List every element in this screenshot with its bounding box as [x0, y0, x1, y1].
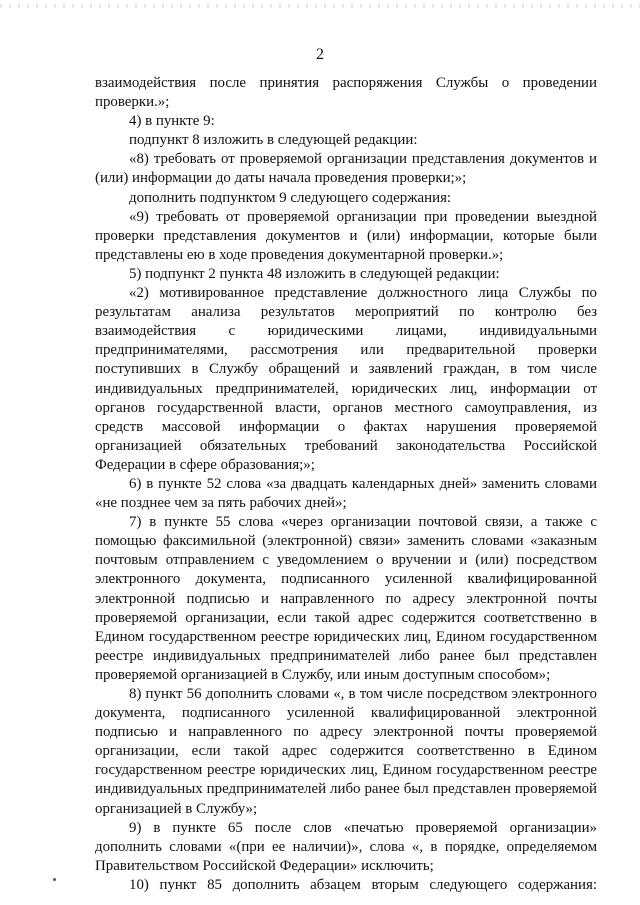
paragraph: подпункт 8 изложить в следующей редакции: — [129, 132, 418, 149]
paragraph: 7) в пункте 55 слова «через организации почтовой связи, а также с помощью факсимильной (электронной) связи» заменить словами «заказным почтовым отправлением с уведомлением о вручении и (или) посредством электронного документа, подписанного усиленной квалифицированной электронной подписью и направленного по адресу электронной почты проверяемой организации, если такой адрес содержится соответственно в Едином государственном реестре юридических лиц, Едином государственном реестре индивидуальных предпринимателей либо ранее был представлен проверяемой организацией в Службу, или иным доступным способом»; — [95, 514, 597, 683]
paragraph: «8) требовать от проверяемой организации представления документов и (или) информации до даты начала проведения проверки;»; — [95, 151, 597, 187]
paragraph: 9) в пункте 65 после слов «печатью проверяемой организации» дополнить словами «(при ее наличии)», слова «, в порядке, определяемом Правительством Российской Федерации» исключить; — [95, 819, 597, 874]
document-body — [95, 74, 597, 895]
paragraph: 4) в пункте 9: — [129, 113, 215, 130]
page-number: 2 — [316, 46, 324, 63]
paragraph: 10) пункт 85 дополнить абзацем вторым следующего содержания: — [129, 876, 597, 893]
paragraph: «9) требовать от проверяемой организации при проведении выездной проверки представления документов и (или) информации, которые были представлены ею в ходе проведения документарной проверки.»; — [95, 208, 597, 263]
paragraph: взаимодействия после принятия распоряжения Службы о проведении проверки.»; — [95, 75, 597, 111]
paragraph: дополнить подпунктом 9 следующего содержания: — [129, 189, 452, 206]
scan-artifact-line — [0, 4, 640, 8]
paragraph: «2) мотивированное представление должностного лица Службы по результатам анализа результатов мероприятий по контролю без взаимодействия с юридическими лицами, индивидуальными предпринимателями, рассмотрения или предварительной проверки поступивших в Службу обращений и заявлений граждан, в том числе индивидуальных предпринимателей, юридических лиц, информации от органов государственной власти, органов местного самоуправления, из средств массовой информации о фактах нарушения проверяемой организацией обязательных требований законодательства Российской Федерации в сфере образования;»; — [95, 285, 597, 473]
paragraph: 6) в пункте 52 слова «за двадцать календарных дней» заменить словами «не позднее чем за пять рабочих дней»; — [95, 475, 597, 512]
paragraph: 5) подпункт 2 пункта 48 изложить в следующей редакции: — [129, 265, 500, 282]
paragraph: 8) пункт 56 дополнить словами «, в том числе посредством электронного документа, подписанного усиленной квалифицированной электронной подписью и направленного по адресу электронной почты проверяемой организации, если такой адрес содержится соответственно в Едином государственном реестре юридических лиц, Едином государственном реестре индивидуальных предпринимателей либо ранее был представлен проверяемой организацией в Службу»; — [95, 686, 597, 817]
scan-dot — [53, 878, 56, 881]
